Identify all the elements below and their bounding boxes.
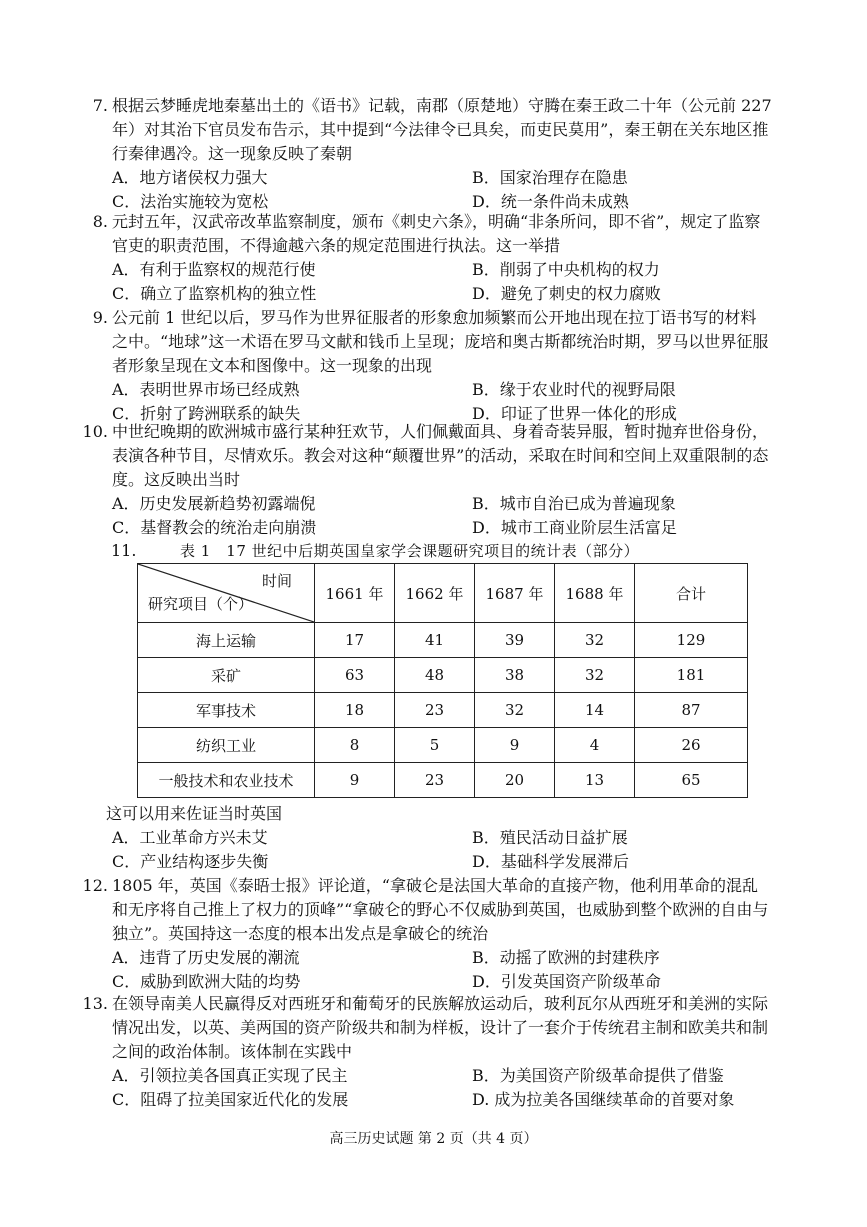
option-c[interactable]: C．基督教会的统治走向崩溃 [112, 518, 317, 537]
table-row [138, 693, 748, 728]
option-a[interactable]: A．历史发展新趋势初露端倪 [112, 494, 316, 513]
column-header: 1661 年 [315, 564, 395, 623]
question-number: 7. [92, 96, 108, 115]
row-label: 军事技术 [138, 693, 315, 728]
table-cell: 8 [315, 728, 395, 763]
table-cell: 23 [395, 763, 475, 798]
header-item-label: 研究项目（个） [148, 595, 254, 613]
question-stem: 在领导南美人民赢得反对西班牙和葡萄牙的民族解放运动后，玻利瓦尔从西班牙和美洲的实际情况出发，以英、美两国的资产阶级共和制为样板，设计了一套介于传统君主制和欧美共和制之间的政治体制。该体制在实践中 [112, 994, 769, 1061]
option-a[interactable]: A．地方诸侯权力强大 [112, 168, 268, 187]
question-10 [82, 420, 772, 540]
question-stem: 根据云梦睡虎地秦墓出土的《语书》记载，南郡（原楚地）守腾在秦王政二十年（公元前 227 年）对其治下官员发布告示，其中提到“今法律令已具矣，而吏民莫用”，秦王朝在关东地区推行秦律遇冷。这一现象反映了秦朝 [112, 96, 772, 163]
option-a[interactable]: A．违背了历史发展的潮流 [112, 948, 300, 967]
options [112, 946, 772, 994]
options [112, 258, 772, 306]
option-c[interactable]: C．威胁到欧洲大陆的均势 [112, 972, 301, 991]
question-7 [92, 94, 772, 214]
table-cell: 65 [635, 763, 748, 798]
option-b[interactable]: B．殖民活动日益扩展 [472, 828, 628, 847]
table-cell: 41 [395, 623, 475, 658]
table-cell: 181 [635, 658, 748, 693]
options [112, 1064, 772, 1112]
table-caption: 表 1 17 世纪中后期英国皇家学会课题研究项目的统计表（部分） [180, 542, 640, 560]
option-a[interactable]: A．表明世界市场已经成熟 [112, 380, 300, 399]
question-number: 10. [82, 422, 108, 441]
option-d[interactable]: D．引发英国资产阶级革命 [472, 972, 661, 991]
table-cell: 38 [475, 658, 555, 693]
options [112, 826, 772, 874]
question-12 [82, 874, 772, 994]
table-cell: 32 [555, 623, 635, 658]
option-a[interactable]: A．引领拉美各国真正实现了民主 [112, 1066, 348, 1085]
question-stem: 公元前 1 世纪以后，罗马作为世界征服者的形象愈加频繁而公开地出现在拉丁语书写的材料之中。“地球”这一术语在罗马文献和钱币上呈现；庞培和奥古斯都统治时期，罗马以世界征服者形象呈现在文本和图像中。这一现象的出现 [112, 308, 769, 375]
option-c[interactable]: C．折射了跨洲联系的缺失 [112, 404, 301, 423]
option-b[interactable]: B．动摇了欧洲的封建秩序 [472, 948, 660, 967]
column-header: 1662 年 [395, 564, 475, 623]
question-13 [82, 992, 772, 1112]
row-label: 采矿 [138, 658, 315, 693]
table-cell: 23 [395, 693, 475, 728]
question-number-11: 11. [111, 541, 137, 560]
table-cell: 9 [315, 763, 395, 798]
table-cell: 129 [635, 623, 748, 658]
option-d[interactable]: D．印证了世界一体化的形成 [472, 404, 677, 423]
table-row [138, 658, 748, 693]
row-label: 纺织工业 [138, 728, 315, 763]
table-header-row [138, 564, 748, 623]
options [112, 492, 772, 540]
option-b[interactable]: B．削弱了中央机构的权力 [472, 260, 660, 279]
table-cell: 39 [475, 623, 555, 658]
option-c[interactable]: C．产业结构逐步失衡 [112, 852, 269, 871]
question-number: 12. [82, 876, 108, 895]
options [112, 166, 772, 214]
question-8 [92, 210, 772, 306]
statistics-table [137, 563, 748, 798]
option-d[interactable]: D．统一条件尚未成熟 [472, 192, 629, 211]
option-a[interactable]: A．有利于监察权的规范行使 [112, 260, 316, 279]
page-footer: 高三历史试题 第 2 页（共 4 页） [329, 1131, 538, 1147]
table-cell: 48 [395, 658, 475, 693]
question-stem: 中世纪晚期的欧洲城市盛行某种狂欢节，人们佩戴面具、身着奇装异服，暂时抛弃世俗身份，表演各种节目，尽情欢乐。教会对这种“颠覆世界”的活动，采取在时间和空间上双重限制的态度。这反映出当时 [112, 422, 769, 489]
diagonal-header-cell [138, 564, 315, 623]
column-header: 1687 年 [475, 564, 555, 623]
table-cell: 13 [555, 763, 635, 798]
options [112, 378, 772, 426]
option-c[interactable]: C．确立了监察机构的独立性 [112, 284, 317, 303]
table-cell: 87 [635, 693, 748, 728]
option-b[interactable]: B．国家治理存在隐患 [472, 168, 628, 187]
question-stem: 元封五年，汉武帝改革监察制度，颁布《刺史六条》，明确“非条所问，即不省”，规定了监察官吏的职责范围，不得逾越六条的规定范围进行执法。这一举措 [112, 212, 761, 255]
option-a[interactable]: A．工业革命方兴未艾 [112, 828, 268, 847]
table-cell: 18 [315, 693, 395, 728]
option-d[interactable]: D．避免了刺史的权力腐败 [472, 284, 661, 303]
table-cell: 4 [555, 728, 635, 763]
table-cell: 32 [475, 693, 555, 728]
row-label: 一般技术和农业技术 [138, 763, 315, 798]
option-b[interactable]: B．缘于农业时代的视野局限 [472, 380, 676, 399]
table-cell: 17 [315, 623, 395, 658]
table-cell: 14 [555, 693, 635, 728]
question-stem: 1805 年，英国《泰晤士报》评论道，“拿破仑是法国大革命的直接产物，他利用革命的混乱和无序将自己推上了权力的顶峰”“拿破仑的野心不仅威胁到英国，也威胁到整个欧洲的自由与独立”。英国持这一态度的根本出发点是拿破仑的统治 [112, 876, 769, 943]
question-number: 8. [92, 212, 108, 231]
question-9 [92, 306, 772, 426]
question-number: 13. [82, 994, 108, 1013]
option-d[interactable]: D. 成为拉美各国继续革命的首要对象 [472, 1090, 735, 1109]
column-header: 合计 [635, 564, 748, 623]
option-c[interactable]: C．法治实施较为宽松 [112, 192, 269, 211]
table-cell: 26 [635, 728, 748, 763]
row-label: 海上运输 [138, 623, 315, 658]
option-d[interactable]: D．基础科学发展滞后 [472, 852, 629, 871]
table-row [138, 728, 748, 763]
question-number: 9. [92, 308, 108, 327]
table-cell: 32 [555, 658, 635, 693]
table-cell: 63 [315, 658, 395, 693]
table-cell: 5 [395, 728, 475, 763]
option-b[interactable]: B．为美国资产阶级革命提供了借鉴 [472, 1066, 724, 1085]
table-cell: 20 [475, 763, 555, 798]
question-11-stem [106, 802, 772, 874]
column-header: 1688 年 [555, 564, 635, 623]
table-row [138, 623, 748, 658]
option-b[interactable]: B．城市自治已成为普遍现象 [472, 494, 676, 513]
header-time-label: 时间 [261, 572, 292, 590]
option-c[interactable]: C．阻碍了拉美国家近代化的发展 [112, 1090, 349, 1109]
table-cell: 9 [475, 728, 555, 763]
table-row [138, 763, 748, 798]
question-stem: 这可以用来佐证当时英国 [106, 804, 283, 823]
option-d[interactable]: D．城市工商业阶层生活富足 [472, 518, 677, 537]
